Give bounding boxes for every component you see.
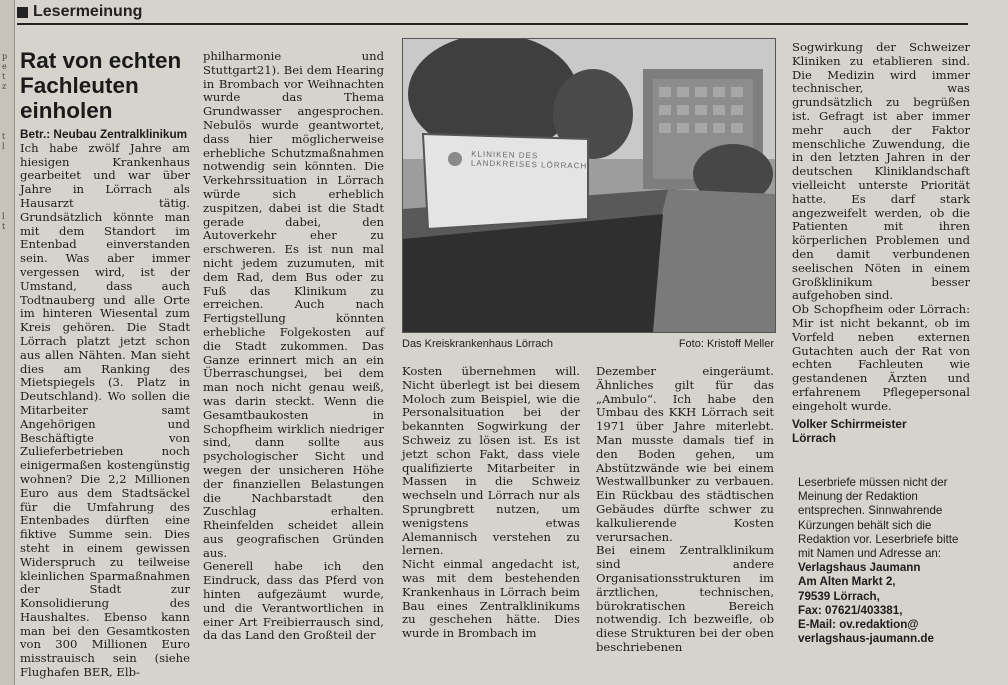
article-column-5 (792, 41, 970, 445)
publisher-city: 79539 Lörrach, (798, 589, 880, 603)
author-place: Lörrach (792, 430, 836, 445)
adjacent-page-strip (0, 0, 15, 685)
publisher-street: Am Alten Markt 2, (798, 575, 896, 589)
publisher-name: Verlagshaus Jaumann (798, 561, 921, 575)
article-column-2 (203, 50, 384, 643)
publisher-email-domain: verlagshaus-jaumann.de (798, 632, 934, 646)
strip-letter: t (2, 132, 6, 141)
strip-letter: z (2, 82, 7, 91)
strip-letter: t (2, 222, 6, 231)
article-column-4 (596, 365, 774, 655)
body-text: Sogwirkung der Schweizer Kliniken zu etablieren sind. Die Medizin wird immer technischer, was grundsätzlich zu begrüßen ist. Gefragt ist aber immer mehr auch der Faktor menschliche Zuwendung, die in den letzten Jahren in der deutschen Kliniklandschaft vielleicht unterste Priorität hatte. Es darf stark angezweifelt werden, ob die Patienten mit ihren körperlichen Problemen und den damit verbundenen seelischen Nöten in einem Großklinikum besser aufgehoben sind. (792, 40, 970, 303)
publisher-fax: Fax: 07621/403381, (798, 603, 903, 617)
clinic-sign (471, 149, 588, 170)
strip-letter: l (2, 142, 5, 151)
body-text: Dezember eingeräumt. Ähnliches gilt für das „Ambulo“. Ich habe den Umbau des KKH Lörrach seit 1971 über Jahre miterlebt. Man musste damals tief in den Boden gehen, um Abstützwände wie bei einem Westwallbunker zu verbauen. Ein Rückbau des städtischen Gebäudes dürfte schwer zu kalkulierende Kosten verursachen. (596, 364, 774, 544)
photo-credit: Foto: Kristoff Meller (678, 338, 774, 350)
article-column-3 (402, 365, 580, 641)
body-text: Nicht einmal angedacht ist, was mit dem bestehenden Krankenhaus in Lörrach beim Bau eines Zentralklinikums zu geschehen hätte. Dies wurde in Brombach im (402, 557, 580, 641)
strip-letter: l (2, 212, 5, 221)
section-title: Lesermeinung (33, 3, 143, 20)
body-text: Ich habe zwölf Jahre am hiesigen Krankenhaus gearbeitet und war über Jahre in Lörrach als Hausarzt tätig. Grundsätzlich könnte man mit dem Standort im Entenbad einverstanden sein. Was aber immer vergessen wird, ist der Umstand, dass auch Todtnauberg und alle Orte im hinteren Wiesental zum Kreis gehören. Die Stadt Lörrach platzt jetzt schon aus allen Nähten. Man sieht dies am Ranking des Mietspiegels (3. Platz in Deutschland). Wo sollen die Mitarbeiter samt Angehörigen und Beschäftigte von Zulieferbetrieben noch einigermaßen kostengünstig wohnen? Die 2,2 Millionen Euro aus dem Stadtsäckel für die Umfahrung des Entenbades dürften eine fiktive Summe sein. Dies steht in einem gewissen Widerspruch zu teilweise kleinlichen Sparmaßnahmen der Stadt zur Konsolidierung des Haushaltes. Ebenso kann man bei den Gesamtkosten von 300 Millionen Euro misstrauisch sein (siehe Flughafen BER, Elb- (20, 140, 190, 680)
photo-caption (402, 338, 774, 350)
article-column-1 (20, 48, 190, 680)
body-text: Generell habe ich den Eindruck, dass das Pferd von hinten aufgezäumt wurde, und die Verantwortlichen in einer Art Freibierrausch sind, da das Land den Großteil der (203, 559, 384, 643)
photo-illustration (403, 39, 775, 332)
strip-letter: t (2, 72, 6, 81)
editorial-notice (798, 476, 973, 646)
square-icon (17, 7, 28, 18)
body-text: Bei einem Zentralklinikum sind andere Organisationsstrukturen im ärztlichen, technischen, bürokratischen Bereich notwendig. Ich bezweifle, ob diese Strukturen bei der oben beschriebenen (596, 543, 774, 654)
caption-text: Das Kreiskrankenhaus Lörrach (402, 338, 554, 350)
strip-letter: p (2, 52, 8, 61)
body-text: Kosten übernehmen will. Nicht überlegt ist bei diesem Moloch zum Beispiel, wie die Personalsituation bei der bekannten Sogwirkung der Schweiz zu lösen ist. Es ist jetzt schon Fakt, dass viele qualifizierte Mitarbeiter in Massen in die Schweiz wechseln und Lörrach nur als Sprungbrett nutzen, um wenigstens etwas Alemannisch verstehen zu lernen. (402, 364, 580, 558)
subject-line: Betr.: Neubau Zentralklinikum (20, 127, 188, 141)
clinic-sign-line: LANDKREISES LÖRRACH (470, 158, 588, 171)
author-signature (792, 417, 970, 445)
body-text: philharmonie und Stuttgart21). Bei dem Hearing in Brombach vor Weihnachten wurde das Thema Grundwasser angesprochen. Nebulös wurde geantwortet, dass hier möglicherweise erhebliche Schutzmaßnahmen notwendig sein könnten. Die Verkehrssituation in Lörrach würde sich erheblich zuspitzen, dabei ist die Stadt gerade dabei, den Autoverkehr eher zu erschweren. Es ist nun mal nicht jedem zuzumuten, mit dem Rad, dem Bus oder zu Fuß das Klinikum zu erreichen. Auch nach Fertigstellung könnten erhebliche Folgekosten auf die Stadt zukommen. Das Ganze erinnert mich an ein Überraschungsei, bei dem man noch nicht genau weiß, was darin steckt. Wenn die Gesamtbaukosten in Schopfheim wirklich niedriger sind, dann sollte aus psychologischer Sicht und wegen der unsicheren Höhe der finanziellen Belastungen die Nachbarstadt den Zuschlag erhalten. Rheinfelden scheidet allein aus geografischen Gründen aus. (203, 49, 384, 560)
clinic-sign-line: KLINIKEN DES (471, 149, 539, 161)
notice-text: Leserbriefe müssen nicht der Meinung der Redaktion entsprechen. Sinnwahrende Kürzungen behält sich die Redaktion vor. Leserbriefe bitte mit Namen und Adresse an: (798, 476, 959, 561)
section-header (17, 3, 968, 25)
author-name: Volker Schirrmeister (792, 416, 907, 431)
headline: Rat von echten Fachleuten einholen (20, 48, 182, 123)
strip-letter: e (2, 62, 7, 71)
body-text: Ob Schopfheim oder Lörrach: Mir ist nicht bekannt, ob im Vorfeld neben externen Gutachten auch der Rat von echten Fachleuten wie gestandenen Ärzten und erfahrenem Pflegepersonal eingeholt wurde. (792, 302, 970, 413)
hospital-photo (402, 38, 776, 333)
publisher-email: E-Mail: ov.redaktion@ (798, 618, 919, 632)
